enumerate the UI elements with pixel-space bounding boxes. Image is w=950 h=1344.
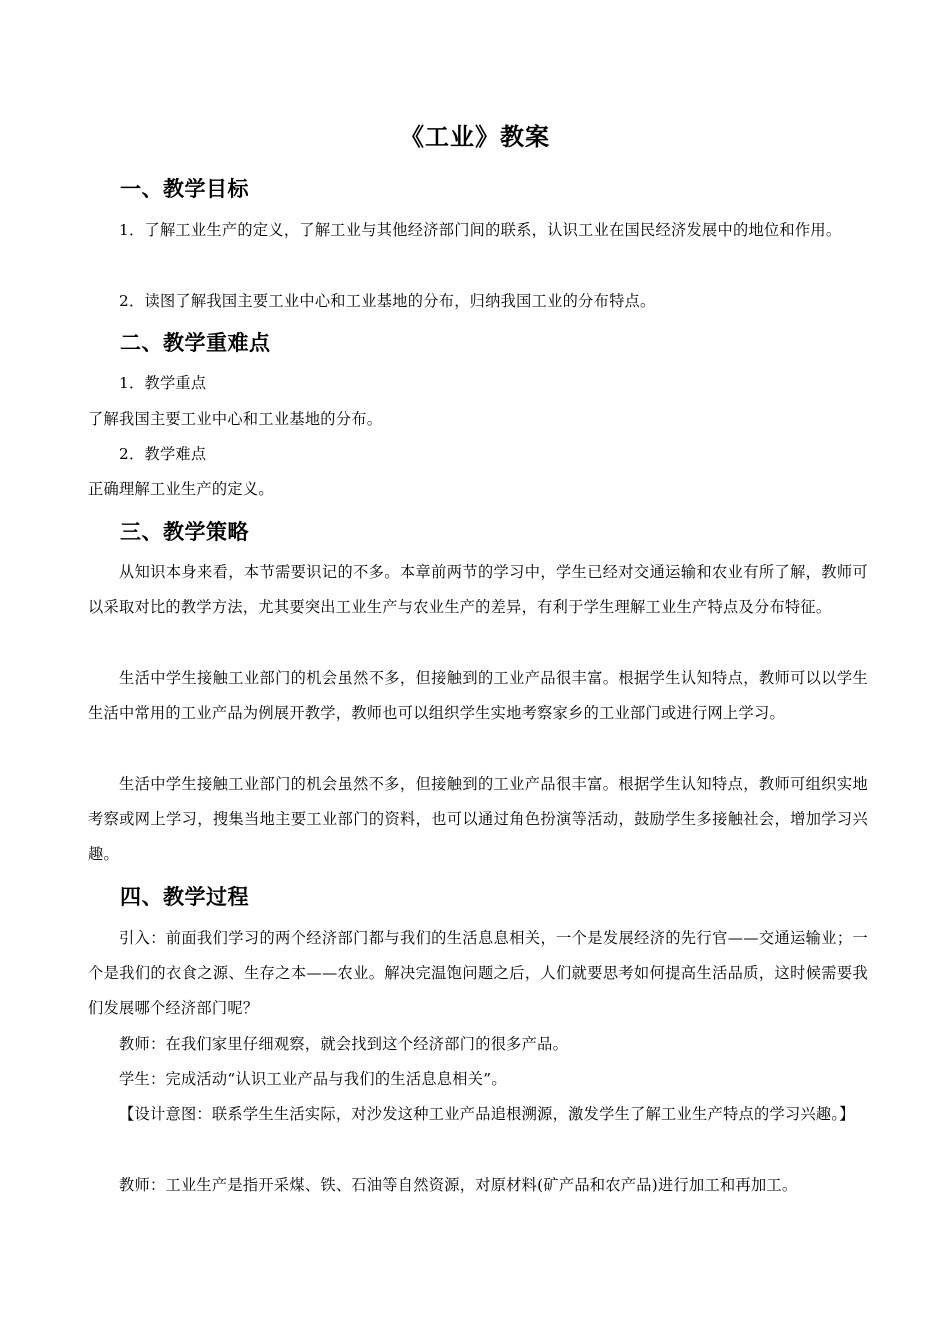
document-title: 《工业》教案 xyxy=(400,123,550,151)
difficult-point-text: 正确理解工业生产的定义。 xyxy=(88,480,274,498)
process-paragraph-student: 学生：完成活动“认识工业产品与我们的生活息息相关”。 xyxy=(119,1070,507,1088)
key-point-subheading: 1．教学重点 xyxy=(119,374,207,392)
section-heading-strategy: 三、教学策略 xyxy=(120,520,249,544)
strategy-paragraph-1: 从知识本身来看，本节需要识记的不多。本章前两节的学习中，学生已经对交通运输和农业有所了解，教师可以采取对比的教学方法，尤其要突出工业生产与农业生产的差异，有利于学生理解工业生产特点及分布特征。 xyxy=(88,563,868,616)
strategy-paragraph-3: 生活中学生接触工业部门的机会虽然不多，但接触到的工业产品很丰富。根据学生认知特点，教师可组织实地考察或网上学习，搜集当地主要工业部门的资料，也可以通过角色扮演等活动，鼓励学生多接触社会，增加学习兴趣。 xyxy=(88,775,868,863)
process-paragraph-teacher: 教师：在我们家里仔细观察，就会找到这个经济部门的很多产品。 xyxy=(119,1035,569,1053)
strategy-paragraph-2: 生活中学生接触工业部门的机会虽然不多，但接触到的工业产品很丰富。根据学生认知特点，教师可以以学生生活中常用的工业产品为例展开教学，教师也可以组织学生实地考察家乡的工业部门或进行网上学习。 xyxy=(88,669,868,722)
process-paragraph-teacher-definition: 教师：工业生产是指开采煤、铁、石油等自然资源，对原材料(矿产品和农产品)进行加工和再加工。 xyxy=(119,1176,798,1194)
key-point-text: 了解我国主要工业中心和工业基地的分布。 xyxy=(88,410,383,428)
process-paragraph-intro: 引入：前面我们学习的两个经济部门都与我们的生活息息相关，一个是发展经济的先行官——交通运输业；一个是我们的衣食之源、生存之本——农业。解决完温饱问题之后，人们就要思考如何提高生活品质，这时候需要我们发展哪个经济部门呢？ xyxy=(88,929,868,1017)
objective-paragraph-2: 2．读图了解我国主要工业中心和工业基地的分布，归纳我国工业的分布特点。 xyxy=(119,292,656,310)
section-heading-process: 四、教学过程 xyxy=(120,885,249,909)
difficult-point-subheading: 2．教学难点 xyxy=(119,445,207,463)
section-heading-key-points: 二、教学重难点 xyxy=(120,331,271,355)
section-heading-objectives: 一、教学目标 xyxy=(120,177,249,201)
process-paragraph-design-intent: 【设计意图：联系学生生活实际，对沙发这种工业产品追根溯源，激发学生了解工业生产特点的学习兴趣。】 xyxy=(119,1105,855,1123)
objective-paragraph-1: 1．了解工业生产的定义，了解工业与其他经济部门间的联系，认识工业在国民经济发展中的地位和作用。 xyxy=(119,221,842,239)
